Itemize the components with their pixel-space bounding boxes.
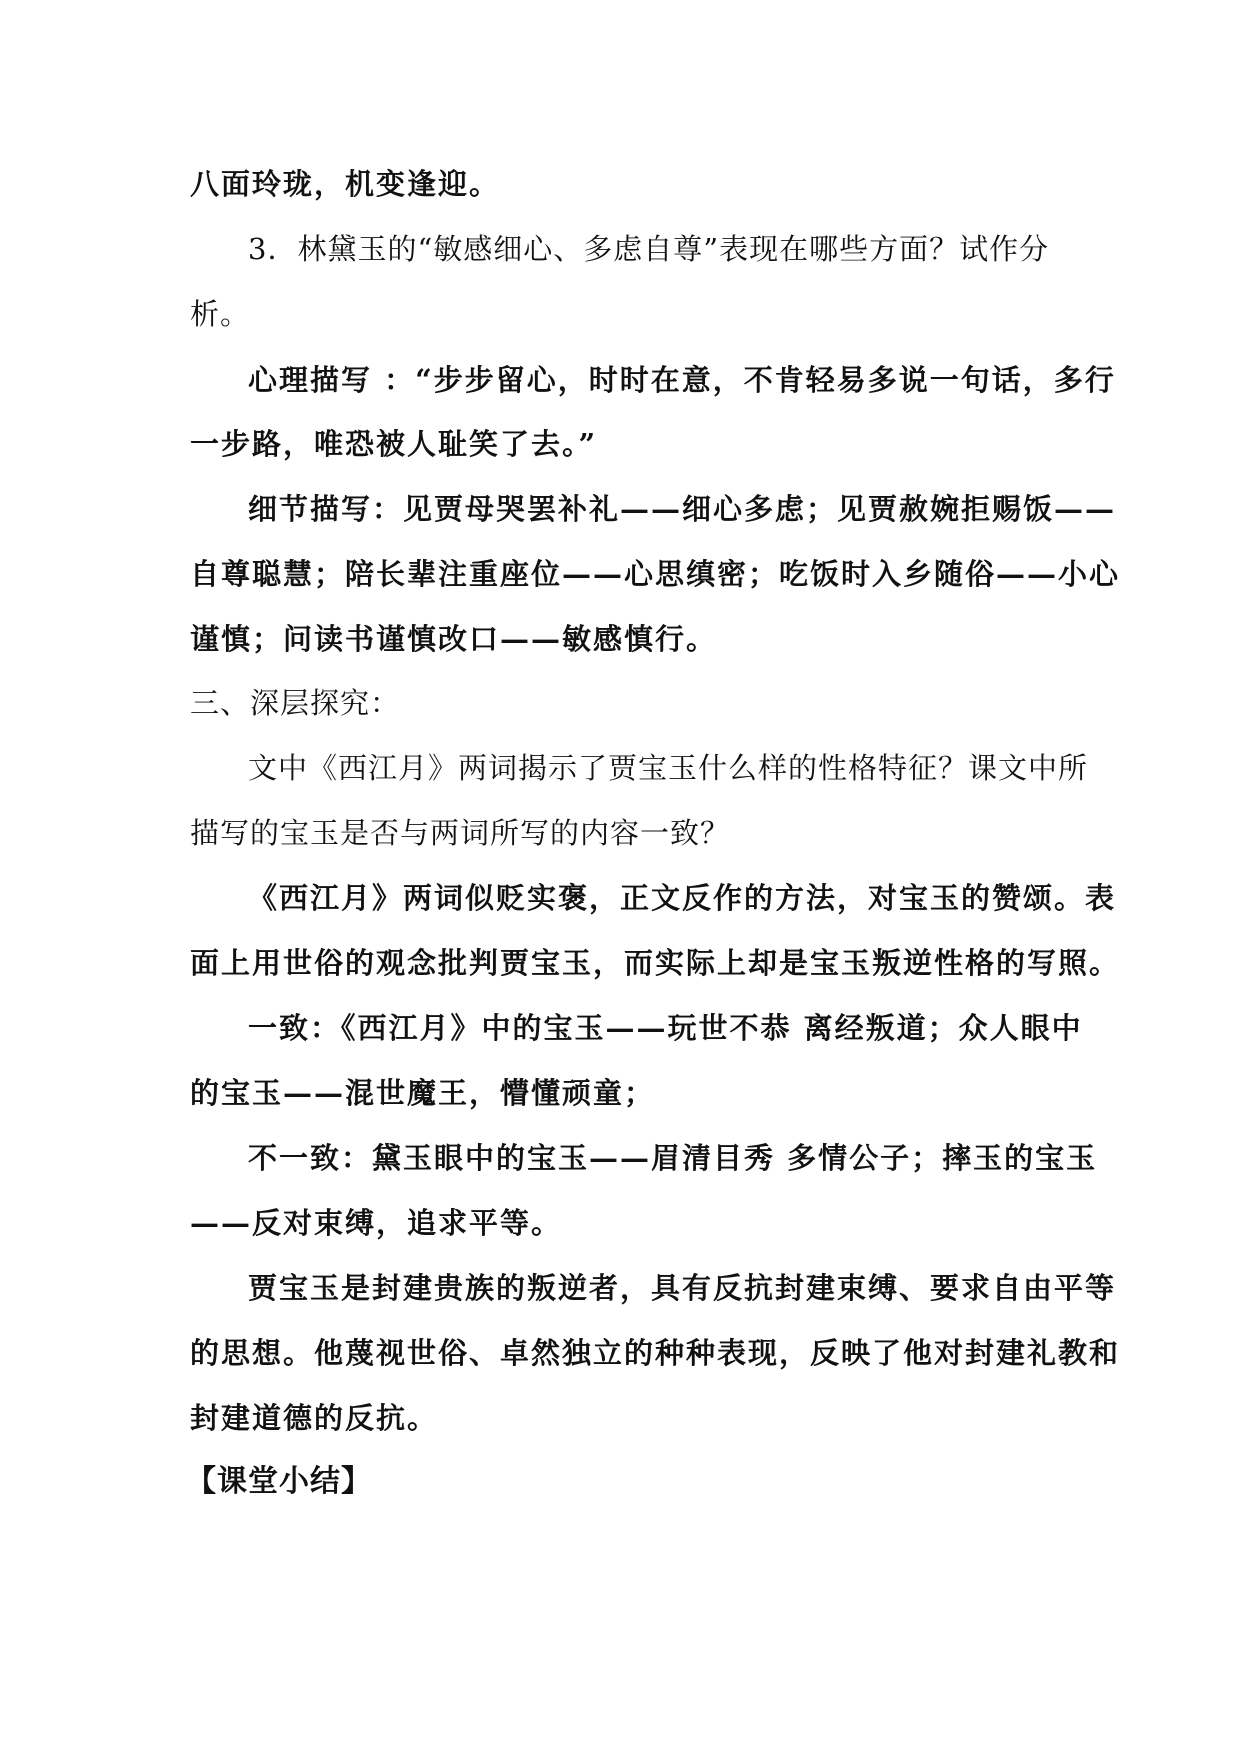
inconsistent-line-2: ——反对束缚，追求平等。 [190, 1206, 563, 1240]
section-heading-deep-inquiry: 三、深层探究： [190, 686, 401, 720]
consistent-line-2: 的宝玉——混世魔王，懵懂顽童； [190, 1076, 656, 1110]
psychology-description-line-2: 一步路，唯恐被人耻笑了去。” [190, 427, 598, 461]
question-3-line-2: 析。 [190, 297, 251, 331]
inquiry-question-line-2: 描写的宝玉是否与两词所写的内容一致？ [190, 816, 731, 850]
question-3-line-1: 3．林黛玉的“敏感细心、多虑自尊”表现在哪些方面？试作分 [248, 232, 1050, 266]
detail-description-line-3: 谨慎；问读书谨慎改口——敏感慎行。 [190, 622, 718, 656]
psychology-description-line-1: 心理描写 ：“步步留心，时时在意，不肯轻易多说一句话，多行 [248, 363, 1116, 397]
answer-line-1: 八面玲珑，机变逢迎。 [190, 167, 501, 201]
inconsistent-line-1: 不一致：黛玉眼中的宝玉——眉清目秀 多情公子；摔玉的宝玉 [248, 1141, 1098, 1175]
conclusion-line-1: 贾宝玉是封建贵族的叛逆者，具有反抗封建束缚、要求自由平等 [248, 1271, 1117, 1305]
conclusion-line-2: 的思想。他蔑视世俗、卓然独立的种种表现，反映了他对封建礼教和 [190, 1336, 1121, 1370]
conclusion-line-3: 封建道德的反抗。 [190, 1401, 439, 1435]
inquiry-question-line-1: 文中《西江月》两词揭示了贾宝玉什么样的性格特征？课文中所 [248, 751, 1089, 785]
detail-description-line-1: 细节描写：见贾母哭罢补礼——细心多虑；见贾赦婉拒赐饭—— [248, 492, 1117, 526]
class-summary-heading: 【课堂小结】 [186, 1464, 372, 1499]
xijiangyue-analysis-line-2: 面上用世俗的观念批判贾宝玉，而实际上却是宝玉叛逆性格的写照。 [190, 946, 1121, 980]
consistent-line-1: 一致：《西江月》中的宝玉——玩世不恭 离经叛道；众人眼中 [248, 1011, 1083, 1045]
xijiangyue-analysis-line-1: 《西江月》两词似贬实褒，正文反作的方法，对宝玉的赞颂。表 [248, 881, 1117, 915]
detail-description-line-2: 自尊聪慧；陪长辈注重座位——心思缜密；吃饭时入乡随俗——小心 [190, 557, 1121, 591]
